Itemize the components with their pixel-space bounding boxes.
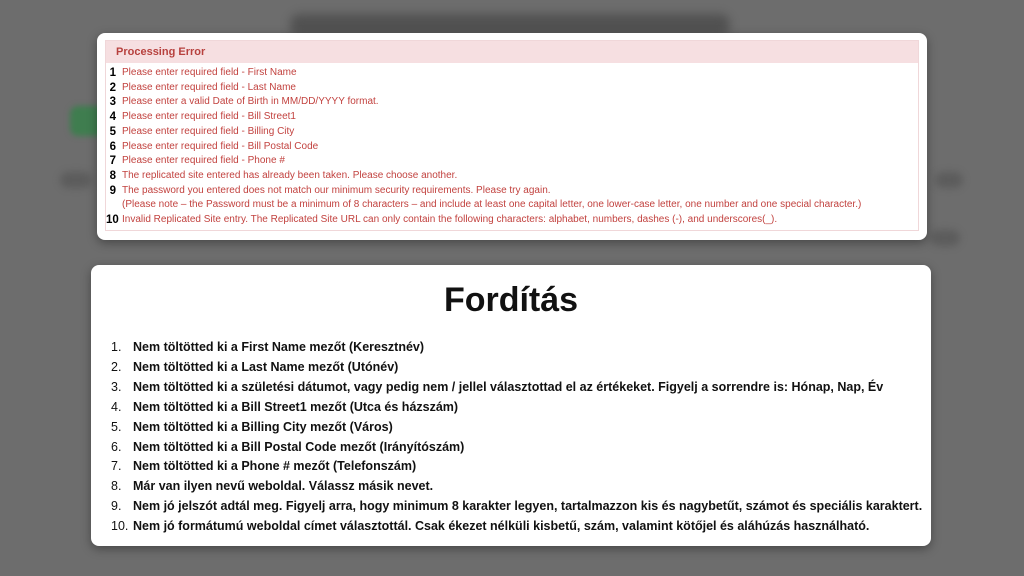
translation-item-number: 10.: [111, 519, 129, 534]
translation-item-text: Nem töltötted ki a születési dátumot, vagy pedig nem / jellel választottad el az értékeket. Figyelj a sorrendre is: Hónap, Nap, Év: [133, 379, 884, 394]
translation-item-text: Nem jó jelszót adtál meg. Figyelj arra, hogy minimum 8 karakter legyen, tartalmazzon kis és nagybetűt, számot és speciális karaktert.: [133, 499, 923, 514]
translation-item-number: 6.: [111, 439, 122, 454]
error-item-body: [122, 110, 296, 125]
translation-item-text: Nem töltötted ki a Last Name mezőt (Utónév): [133, 359, 399, 374]
translation-panel: [91, 265, 931, 546]
translation-item: [111, 378, 931, 398]
translation-item: [111, 438, 931, 458]
error-item-body: [122, 169, 457, 184]
translation-item-text: Nem töltötted ki a First Name mezőt (Keresztnév): [133, 340, 425, 354]
error-item: [106, 169, 918, 184]
translation-item-text: Nem jó formátumú weboldal címet választottál. Csak ékezet nélküli kisbetű, szám, valamint kötőjel és aláhúzás használható.: [133, 519, 870, 534]
error-item: [106, 95, 918, 110]
translation-item-number: 3.: [111, 379, 122, 394]
translation-item-number: 7.: [111, 459, 122, 474]
error-box: [105, 40, 919, 231]
error-item-body: [122, 213, 777, 228]
translation-item-text: Nem töltötted ki a Bill Street1 mezőt (Utca és házszám): [133, 399, 459, 414]
error-item-body: [122, 184, 861, 213]
error-item-body: [122, 125, 294, 140]
error-item: [106, 213, 918, 228]
error-item-number: 2: [109, 81, 116, 94]
error-panel: [97, 33, 927, 240]
translation-item-number: 4.: [111, 399, 122, 414]
translation-item: [111, 477, 931, 497]
error-item-body: [122, 66, 297, 81]
error-item: [106, 184, 918, 213]
error-item-number: 10: [106, 214, 119, 227]
error-header: Processing Error: [106, 41, 918, 63]
error-item-number: 9: [109, 184, 116, 197]
error-item: [106, 125, 918, 140]
error-item-text: The replicated site entered has already been taken. Please choose another.: [122, 169, 458, 181]
translation-item-text: Nem töltötted ki a Phone # mezőt (Telefonszám): [133, 459, 417, 474]
translation-item: [111, 338, 931, 358]
error-item-number: 5: [109, 125, 116, 138]
error-item: [106, 154, 918, 169]
translation-item: [111, 457, 931, 477]
error-item-text: Please enter required field - Billing City: [122, 125, 295, 137]
blurred-field: [60, 172, 92, 188]
error-item-number: 1: [109, 67, 116, 79]
error-item-body: [122, 154, 285, 169]
error-item-number: 7: [109, 155, 116, 168]
error-item-text: Invalid Replicated Site entry. The Replicated Site URL can only contain the following characters: alphabet, numbers, dashes (-), and underscores(_).: [122, 214, 778, 226]
translation-item-number: 2.: [111, 359, 122, 374]
error-item-text: Please enter required field - First Name: [122, 67, 297, 78]
translation-item: [111, 358, 931, 378]
translation-list: [91, 338, 931, 537]
error-item-text: Please enter required field - Bill Postal Code: [122, 140, 319, 152]
blurred-field: [930, 230, 960, 246]
error-item-text: Please enter required field - Phone #: [122, 155, 285, 167]
translation-item-number: 8.: [111, 479, 122, 494]
error-item-body: [122, 81, 296, 96]
translation-item: [111, 497, 931, 517]
error-item-text: Please enter required field - Bill Street1: [122, 111, 296, 123]
error-item-number: 4: [109, 111, 116, 124]
error-list: [106, 63, 918, 228]
error-item-number: 6: [109, 140, 116, 153]
error-item-text: Please enter required field - Last Name: [122, 81, 296, 93]
translation-item-number: 5.: [111, 419, 122, 434]
translation-title: Fordítás: [443, 281, 579, 319]
error-item-number: 8: [109, 169, 116, 182]
translation-item-text: Nem töltötted ki a Billing City mezőt (Város): [133, 419, 393, 434]
error-item-number: 3: [109, 96, 116, 109]
error-item-note: (Please note – the Password must be a minimum of 8 characters – and include at least one capital letter, one lower-case letter, one number and one special character.): [122, 199, 862, 211]
translation-item-number: 1.: [111, 340, 122, 354]
error-item: [106, 140, 918, 155]
blurred-field: [935, 172, 963, 188]
translation-item-number: 9.: [111, 499, 122, 514]
error-item: [106, 81, 918, 96]
error-item-text: Please enter a valid Date of Birth in MM/DD/YYYY format.: [122, 96, 379, 108]
error-item-body: [122, 95, 379, 110]
error-item: [106, 110, 918, 125]
translation-item: [111, 398, 931, 418]
error-item-body: [122, 140, 318, 155]
translation-item: [111, 517, 931, 537]
translation-item-text: Nem töltötted ki a Bill Postal Code mezőt (Irányítószám): [133, 439, 465, 454]
error-item: [106, 66, 918, 81]
translation-item-text: Már van ilyen nevű weboldal. Válassz másik nevet.: [133, 479, 434, 494]
translation-item: [111, 418, 931, 438]
error-item-text: The password you entered does not match our minimum security requirements. Please try again.: [122, 184, 551, 196]
